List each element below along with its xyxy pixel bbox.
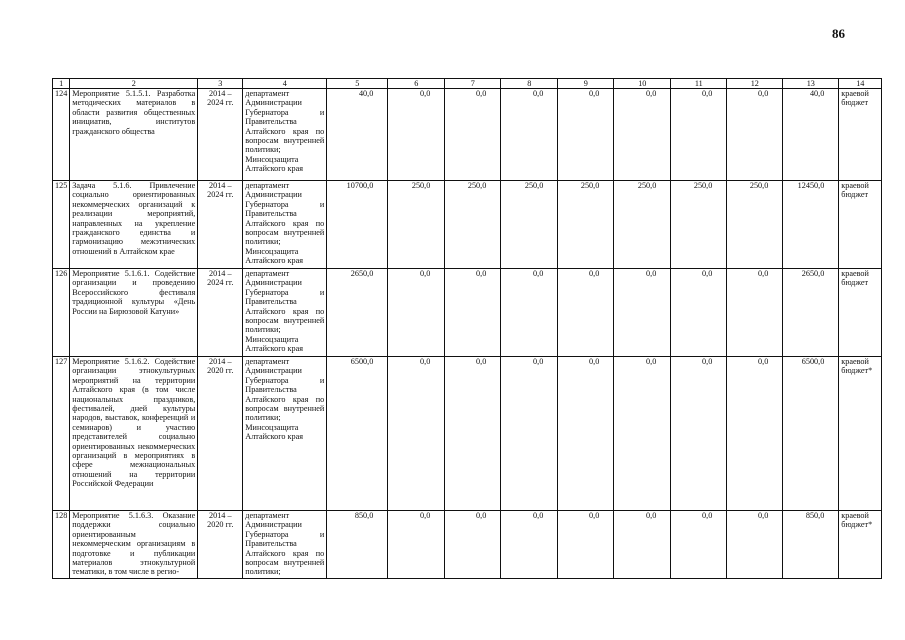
value-cell: 0,0 — [388, 89, 445, 181]
value-cell: 0,0 — [614, 89, 671, 181]
column-number: 8 — [501, 79, 558, 89]
value-cell: 250,0 — [558, 181, 614, 269]
value-cell: 0,0 — [671, 511, 727, 579]
total-cell: 12450,0 — [783, 181, 839, 269]
column-number: 7 — [445, 79, 501, 89]
funding-source: краевой бюджет* — [839, 511, 882, 579]
value-cell: 0,0 — [727, 511, 783, 579]
value-cell: 0,0 — [501, 511, 558, 579]
column-number: 4 — [243, 79, 327, 89]
activity-description: Мероприятие 5.1.6.2. Содействие организации этнокультурных мероприятий на территории Алтайского края (в том числе национальных праздников, фестивалей, дней культуры народов, выставок, конференций и семинаров) и участию представителей социально ориентированных некоммерческих организаций в мероприятиях в сфере межнациональных отношений на территории Российской Федерации — [70, 357, 198, 511]
table-row — [53, 89, 882, 181]
column-number-row — [53, 79, 882, 89]
activity-description: Мероприятие 5.1.6.1. Содействие организации и проведению Всероссийского фестиваля традиционной культуры «День России на Бирюзовой Катуни» — [70, 269, 198, 357]
period-cell: 2014 – 2020 гг. — [198, 511, 243, 579]
value-cell: 850,0 — [327, 511, 388, 579]
value-cell: 250,0 — [727, 181, 783, 269]
activity-description: Мероприятие 5.1.5.1. Разработка методических материалов в области развития общественных инициатив, институтов гражданского общества — [70, 89, 198, 181]
value-cell: 0,0 — [445, 89, 501, 181]
column-number: 12 — [727, 79, 783, 89]
value-cell: 0,0 — [671, 89, 727, 181]
task-description: Задача 5.1.6. Привлечение социально ориентированных некоммерческих организаций к реализации мероприятий, направленных на укрепление гражданского единства и гармонизацию межэтнических отношений в Алтайском крае — [70, 181, 198, 269]
value-cell: 6500,0 — [327, 357, 388, 511]
value-cell: 0,0 — [614, 511, 671, 579]
executor-cell: департамент Администрации Губернатора и Правительства Алтайского края по вопросам внутренней политики; Минсоцзащита Алтайского края — [243, 89, 327, 181]
value-cell: 0,0 — [727, 89, 783, 181]
funding-source: краевой бюджет — [839, 181, 882, 269]
period-cell: 2014 – 2020 гг. — [198, 357, 243, 511]
total-cell: 40,0 — [783, 89, 839, 181]
value-cell: 0,0 — [558, 89, 614, 181]
column-number: 6 — [388, 79, 445, 89]
total-cell: 2650,0 — [783, 269, 839, 357]
value-cell: 0,0 — [727, 269, 783, 357]
executor-cell: департамент Администрации Губернатора и Правительства Алтайского края по вопросам внутренней политики; Минсоцзащита Алтайского края — [243, 181, 327, 269]
column-number: 13 — [783, 79, 839, 89]
table-row — [53, 511, 882, 579]
value-cell: 0,0 — [727, 357, 783, 511]
column-number: 3 — [198, 79, 243, 89]
executor-cell: департамент Администрации Губернатора и Правительства Алтайского края по вопросам внутренней политики; Минсоцзащита Алтайского края — [243, 357, 327, 511]
value-cell: 0,0 — [445, 511, 501, 579]
value-cell: 0,0 — [445, 357, 501, 511]
value-cell: 250,0 — [388, 181, 445, 269]
total-cell: 850,0 — [783, 511, 839, 579]
value-cell: 10700,0 — [327, 181, 388, 269]
row-number: 127 — [53, 357, 70, 511]
row-number: 128 — [53, 511, 70, 579]
value-cell: 250,0 — [501, 181, 558, 269]
executor-cell: департамент Администрации Губернатора и Правительства Алтайского края по вопросам внутренней политики; Минсоцзащита Алтайского края — [243, 269, 327, 357]
column-number: 14 — [839, 79, 882, 89]
column-number: 2 — [70, 79, 198, 89]
total-cell: 6500,0 — [783, 357, 839, 511]
value-cell: 0,0 — [388, 269, 445, 357]
value-cell: 0,0 — [614, 269, 671, 357]
page-number: 86 — [832, 26, 845, 41]
row-number: 125 — [53, 181, 70, 269]
column-number: 5 — [327, 79, 388, 89]
executor-cell: департамент Администрации Губернатора и Правительства Алтайского края по вопросам внутренней политики; — [243, 511, 327, 579]
row-number: 124 — [53, 89, 70, 181]
period-cell: 2014 – 2024 гг. — [198, 181, 243, 269]
value-cell: 0,0 — [558, 269, 614, 357]
value-cell: 0,0 — [614, 357, 671, 511]
column-number: 1 — [53, 79, 70, 89]
value-cell: 0,0 — [671, 269, 727, 357]
value-cell: 40,0 — [327, 89, 388, 181]
period-cell: 2014 – 2024 гг. — [198, 269, 243, 357]
value-cell: 0,0 — [501, 357, 558, 511]
table-row — [53, 357, 882, 511]
funding-source: краевой бюджет — [839, 89, 882, 181]
value-cell: 0,0 — [558, 357, 614, 511]
activity-description: Мероприятие 5.1.6.3. Оказание поддержки социально ориентированным некоммерческим организациям в подготовке и публикации материалов этнокультурной тематики, в том числе в регио- — [70, 511, 198, 579]
value-cell: 0,0 — [501, 89, 558, 181]
period-cell: 2014 – 2024 гг. — [198, 89, 243, 181]
column-number: 10 — [614, 79, 671, 89]
value-cell: 0,0 — [501, 269, 558, 357]
value-cell: 0,0 — [388, 511, 445, 579]
table-row — [53, 181, 882, 269]
funding-source: краевой бюджет* — [839, 357, 882, 511]
column-number: 11 — [671, 79, 727, 89]
table-row — [53, 269, 882, 357]
value-cell: 0,0 — [388, 357, 445, 511]
value-cell: 250,0 — [445, 181, 501, 269]
value-cell: 0,0 — [671, 357, 727, 511]
program-table — [52, 78, 882, 579]
value-cell: 0,0 — [558, 511, 614, 579]
column-number: 9 — [558, 79, 614, 89]
row-number: 126 — [53, 269, 70, 357]
value-cell: 250,0 — [614, 181, 671, 269]
value-cell: 0,0 — [445, 269, 501, 357]
value-cell: 250,0 — [671, 181, 727, 269]
value-cell: 2650,0 — [327, 269, 388, 357]
funding-source: краевой бюджет — [839, 269, 882, 357]
